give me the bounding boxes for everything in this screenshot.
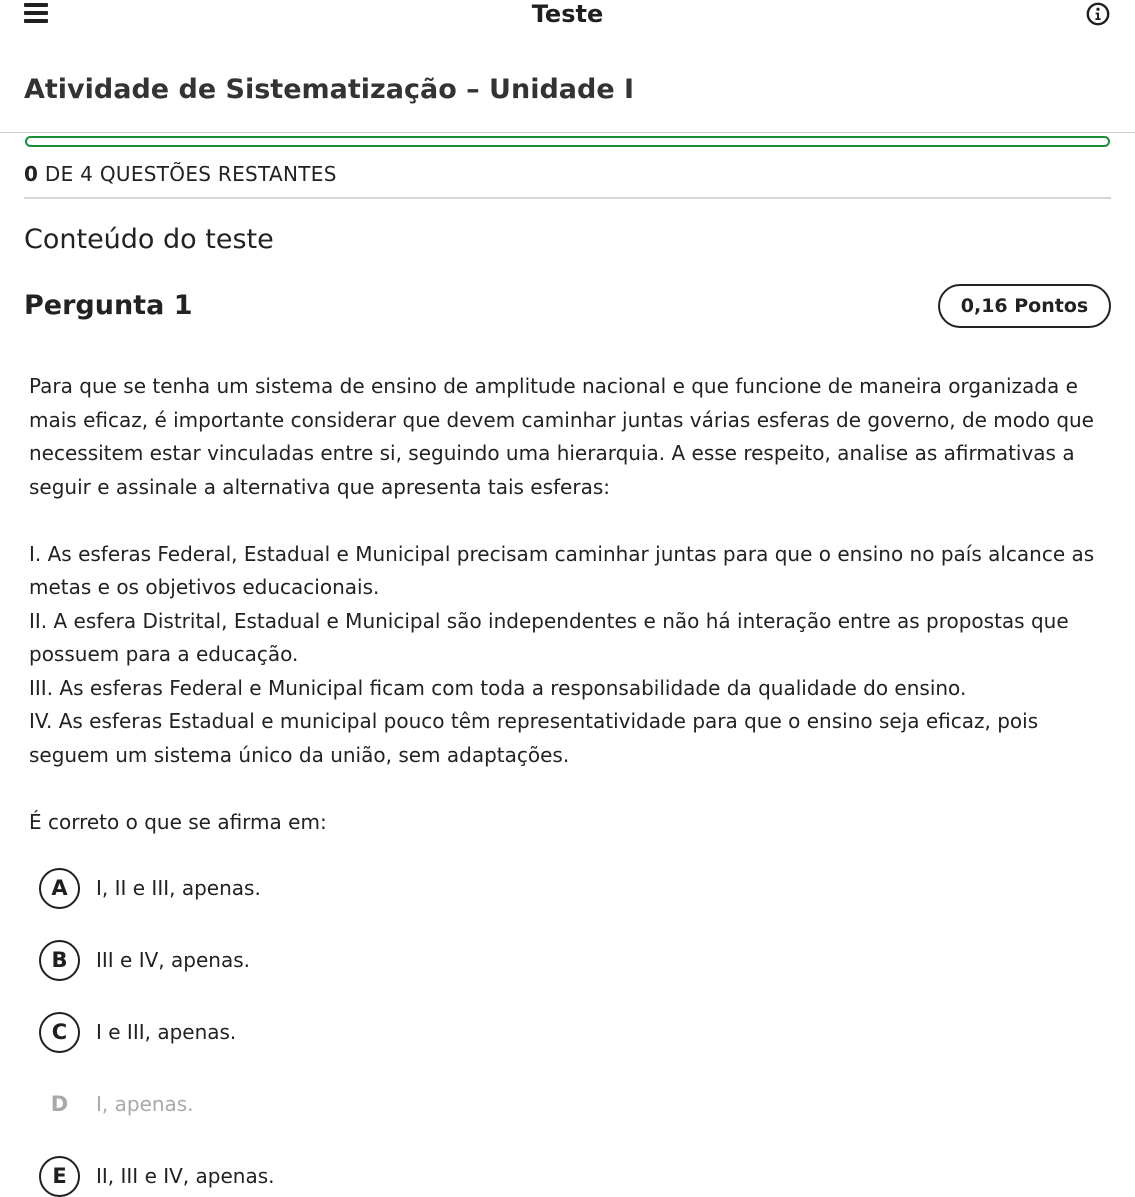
question-body: [29, 370, 1119, 839]
statement-item: IV. As esferas Estadual e municipal pouco têm representatividade para que o ensino seja eficaz, pois seguem um sistema único da união, sem adaptações.: [29, 709, 1039, 767]
option-text: III e IV, apenas.: [96, 948, 250, 972]
option-text: I, apenas.: [96, 1092, 194, 1116]
top-bar: [0, 0, 1135, 30]
points-badge: 0,16 Pontos: [938, 284, 1111, 328]
option-letter: A: [39, 868, 80, 909]
remaining-label: DE 4 QUESTÕES RESTANTES: [44, 162, 337, 186]
option-letter: B: [39, 940, 80, 981]
remaining-count: 0: [24, 162, 39, 186]
question-prompt: É correto o que se afirma em:: [29, 809, 327, 834]
progress-bar: [25, 136, 1110, 147]
option-text: II, III e IV, apenas.: [96, 1164, 275, 1188]
statement-item: II. A esfera Distrital, Estadual e Municipal são independentes e não há interação entre as propostas que possuem para a educação.: [29, 608, 1069, 666]
option-letter: E: [39, 1156, 80, 1197]
option-text: I e III, apenas.: [96, 1020, 237, 1044]
header-divider: [0, 132, 1135, 133]
app-title: Teste: [531, 0, 604, 28]
option-letter: C: [39, 1012, 80, 1053]
info-icon[interactable]: [1086, 2, 1110, 26]
content-title: Conteúdo do teste: [24, 224, 274, 255]
remaining-questions: [24, 160, 337, 188]
question-statement: Para que se tenha um sistema de ensino de amplitude nacional e que funcione de maneira organizada e mais eficaz, é importante considerar que devem caminhar juntas várias esferas de governo, de modo que necessitem estar vinculadas entre si, seguindo uma hierarquia. A esse respeito, analise as afirmativas a seguir e assinale a alternativa que apresenta tais esferas:: [29, 374, 1094, 499]
option-text: I, II e III, apenas.: [96, 876, 261, 900]
activity-title: Atividade de Sistematização – Unidade I: [24, 74, 635, 105]
section-divider: [24, 197, 1111, 199]
question-label: Pergunta 1: [24, 290, 193, 321]
statement-item: I. As esferas Federal, Estadual e Municipal precisam caminhar juntas para que o ensino no país alcance as metas e os objetivos educacionais.: [29, 541, 1095, 599]
option-letter: D: [50, 1092, 69, 1116]
statement-item: III. As esferas Federal e Municipal ficam com toda a responsabilidade da qualidade do ensino.: [29, 675, 967, 700]
